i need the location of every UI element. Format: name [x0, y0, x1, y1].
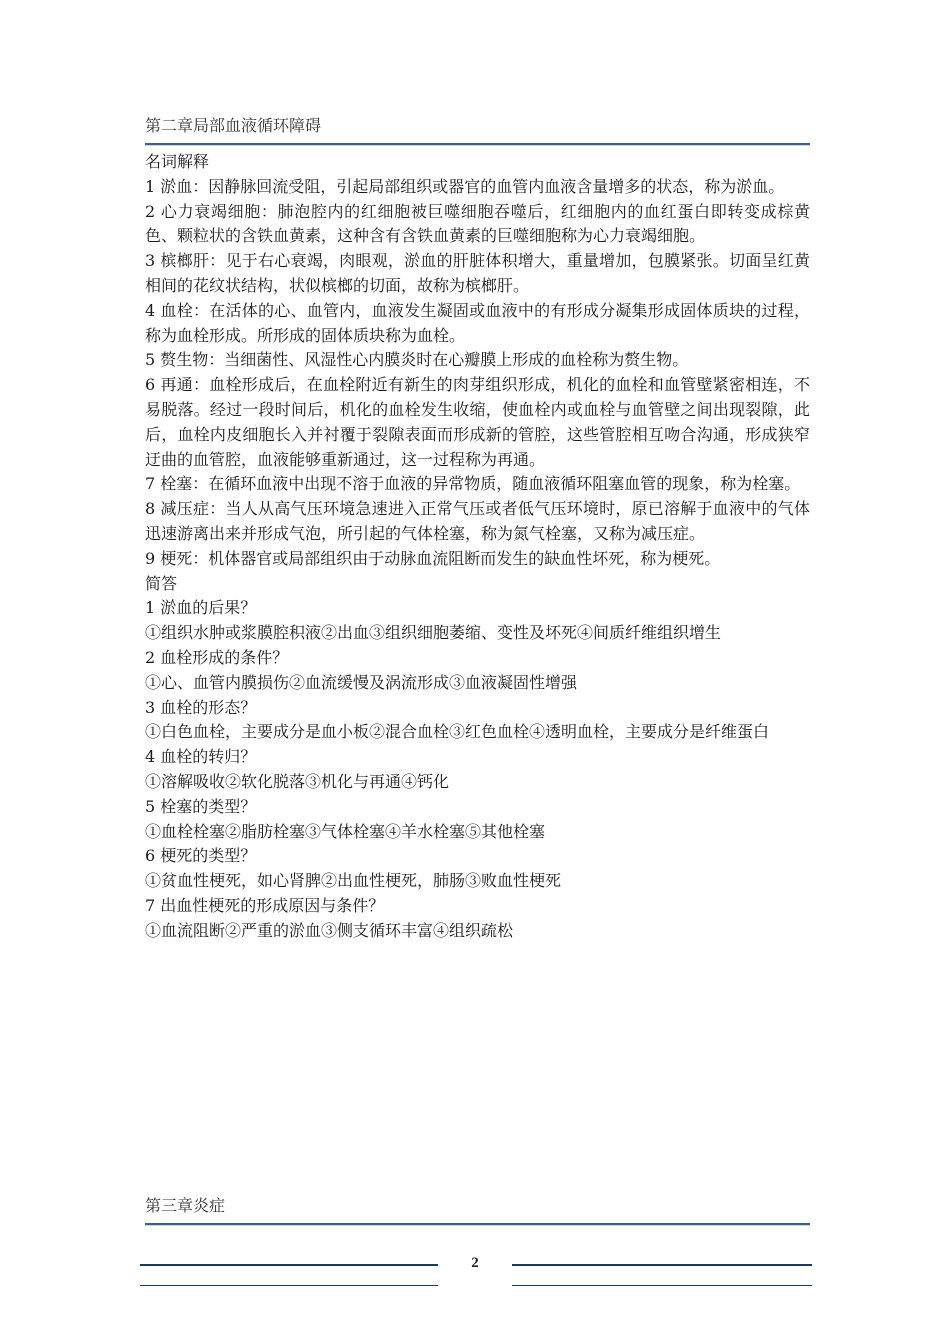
- term-item: 3 槟榔肝：见于右心衰竭，肉眼观，淤血的肝脏体积增大，重量增加，包膜紧张。切面呈红黄相间的花纹状结构，状似槟榔的切面，故称为槟榔肝。: [145, 251, 810, 295]
- term-item: 6 再通：血栓形成后，在血栓附近有新生的肉芽组织形成，机化的血栓和血管壁紧密相连，不易脱落。经过一段时间后，机化的血栓发生收缩，使血栓内或血栓与血管壁之间出现裂隙，此后，血栓内皮细胞长入并衬覆于裂隙表面而形成新的管腔，这些管腔相互吻合沟通，形成狭窄迂曲的血管腔，血液能够重新通过，这一过程称为再通。: [145, 375, 810, 469]
- qa-answer: ①心、血管内膜损伤②血流缓慢及涡流形成③血液凝固性增强: [145, 672, 578, 692]
- chapter-2-title: 第二章局部血液循环障碍: [145, 116, 322, 135]
- footer-rule-right-bottom: [512, 1285, 812, 1286]
- chapter-2-rule: [145, 143, 810, 145]
- qa-question: 3 血栓的形态？: [145, 697, 257, 717]
- qa-answer: ①白色血栓，主要成分是血小板②混合血栓③红色血栓④透明血栓，主要成分是纤维蛋白: [145, 722, 770, 742]
- qa-question: 1 淤血的后果？: [145, 598, 257, 618]
- term-item: 4 血栓：在活体的心、血管内，血液发生凝固或血液中的有形成分凝集形成固体质块的过程，称为血栓形成。所形成的固体质块称为血栓。: [145, 300, 810, 345]
- qa-answer: ①血流阻断②严重的淤血③侧支循环丰富④组织疏松: [145, 920, 514, 940]
- chapter-3-header: [145, 1194, 810, 1225]
- qa-answer: ①贫血性梗死，如心肾脾②出血性梗死，肺肠③败血性梗死: [145, 871, 562, 891]
- term-item: 8 减压症：当人从高气压环境急速进入正常气压或者低气压环境时，原已溶解于血液中的气体迅速游离出来并形成气泡，所引起的气体栓塞，称为氮气栓塞，又称为减压症。: [145, 499, 810, 543]
- qa-question: 5 栓塞的类型？: [145, 796, 257, 816]
- footer-rule-left-top: [140, 1264, 438, 1266]
- footer-rule-left-bottom: [140, 1285, 438, 1286]
- term-item: 1 淤血：因静脉回流受阻，引起局部组织或器官的血管内血液含量增多的状态，称为淤血。: [145, 176, 785, 196]
- qa-answer: ①组织水肿或浆膜腔积液②出血③组织细胞萎缩、变性及坏死④间质纤维组织增生: [145, 623, 722, 643]
- chapter-3-rule: [145, 1223, 810, 1225]
- qa-answer: ①溶解吸收②软化脱落③机化与再通④钙化: [145, 771, 450, 791]
- qa-question: 2 血栓形成的条件？: [145, 647, 289, 667]
- qa-answer: ①血栓栓塞②脂肪栓塞③气体栓塞④羊水栓塞⑤其他栓塞: [145, 821, 546, 841]
- qa-question: 4 血栓的转归？: [145, 747, 257, 767]
- qa-question: 7 出血性梗死的形成原因与条件？: [145, 895, 385, 915]
- term-item: 2 心力衰竭细胞：肺泡腔内的红细胞被巨噬细胞吞噬后，红细胞内的血红蛋白即转变成棕黄色、颗粒状的含铁血黄素，这种含有含铁血黄素的巨噬细胞称为心力衰竭细胞。: [145, 201, 810, 246]
- terms-list: [145, 175, 810, 572]
- chapter-3-title: 第三章炎症: [145, 1196, 226, 1215]
- footer-rule-right-top: [512, 1264, 812, 1266]
- term-item: 9 梗死：机体器官或局部组织由于动脉血流阻断而发生的缺血性坏死，称为梗死。: [145, 548, 721, 568]
- chapter-2-header: [145, 114, 810, 145]
- qa-question: 6 梗死的类型？: [145, 846, 257, 866]
- page-number: 2: [471, 1255, 479, 1271]
- qa-list: [145, 596, 810, 943]
- section-heading-qa: 简答: [145, 573, 178, 593]
- term-item: 5 赘生物：当细菌性、风湿性心内膜炎时在心瓣膜上形成的血栓称为赘生物。: [145, 350, 689, 370]
- term-item: 7 栓塞：在循环血液中出现不溶于血液的异常物质，随血液循环阻塞血管的现象，称为栓塞。: [145, 474, 801, 494]
- section-heading-terms: 名词解释: [145, 152, 210, 171]
- chapter-2-content: [145, 150, 810, 944]
- page-footer: [0, 1250, 950, 1295]
